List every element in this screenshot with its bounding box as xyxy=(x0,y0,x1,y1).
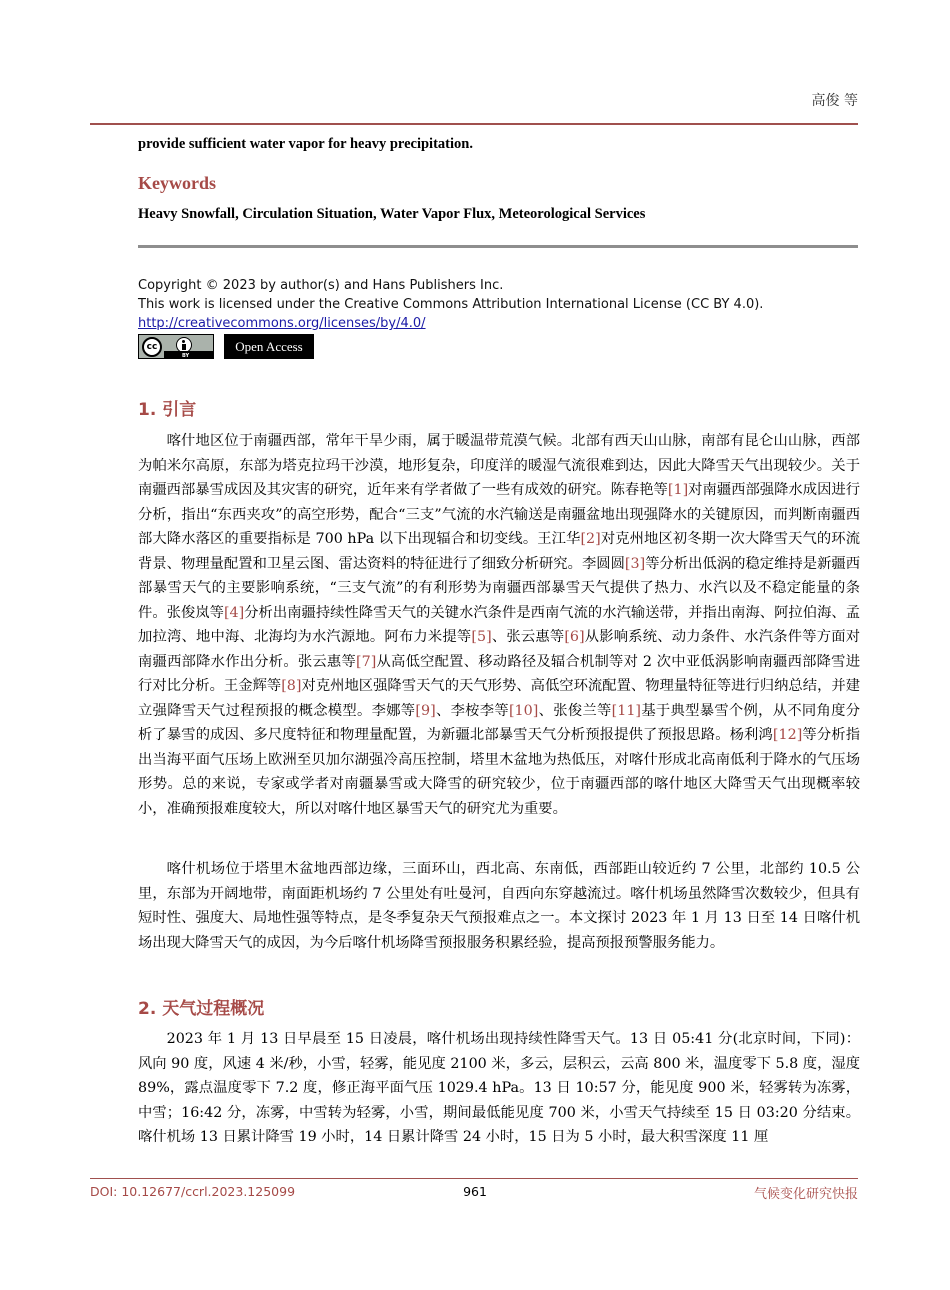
text-run: 等分析指出当海平面气压场上欧洲至贝加尔湖强冷高压控制，塔里木盆地为热低压，对喀什形成北高南低利于降水的气压场形势。总的来说，专家或学者对南疆暴雪或大降雪的研究较少，位于南疆西部的喀什地区大降雪天气出现概率较小，准确预报难度较大，所以对喀什地区暴雪天气的研究尤为重要。 xyxy=(138,727,861,817)
citation-ref[interactable]: [11] xyxy=(611,702,642,719)
journal-name: 气候变化研究快报 xyxy=(753,1187,858,1202)
text-run: 喀什地区位于南疆西部，常年干旱少雨，属于暖温带荒漠气候。北部有西天山山脉，南部有昆仑山山脉，西部为帕米尔高原，东部为塔克拉玛干沙漠，地形复杂，印度洋的暖湿气流很难到达，因此大降雪天气出现较少。关于南疆西部暴雪成因及其灾害的研究，近年来有学者做了一些有成效的研究。陈春艳等 xyxy=(138,433,860,498)
text-run: 、张俊兰等 xyxy=(538,702,612,719)
citation-ref[interactable]: [2] xyxy=(580,531,601,547)
section-separator xyxy=(138,245,858,248)
cc-by-badge[interactable] xyxy=(138,334,214,359)
text-run: 等分析出低涡的稳定维持是新疆西部暴雪天气的主要影响系统，“三支气流”的有利形势为南疆西部暴雪天气提供了热力、水汽以及不稳定能量的条件。张俊岚等 xyxy=(138,555,861,621)
section-1-title: 1. 引言 xyxy=(138,400,197,420)
citation-ref[interactable]: [12] xyxy=(772,727,803,743)
running-header-author: 高俊 等 xyxy=(811,93,858,109)
text-run: 从高低空配置、移动路径及辐合机制等对 2 次中亚低涡影响南疆西部降雪进行对比分析。王金辉等 xyxy=(138,653,861,694)
section-1-paragraph-2: 喀什机场位于塔里木盆地西部边缘，三面环山，西北高、东南低，西部距山较近约 7 公里，北部约 10.5 公里，东部为开阔地带，南面距机场约 7 公里处有吐曼河，自西向东穿越流过。喀什机场虽然降雪次数较少，但具有短时性、强度大、局地性强等特点，是冬季复杂天气预报难点之一。本文探讨 2023 年 1 月 13 日至 14 日喀什机场出现大降雪天气的成因，为今后喀什机场降雪预报服务积累经验，提高预报预警服务能力。 xyxy=(138,861,860,951)
citation-ref[interactable]: [10] xyxy=(508,702,539,719)
page-number: 961 xyxy=(463,1184,487,1199)
cc-icon: cc xyxy=(142,337,162,357)
header-rule xyxy=(90,123,858,125)
license-line: This work is licensed under the Creative Commons Attribution International License (CC BY 4.0). xyxy=(138,297,764,312)
section-1-paragraph-1 xyxy=(138,429,860,821)
text-run: 、张云惠等 xyxy=(491,629,565,645)
text-run: 对克州地区强降雪天气的天气形势、高低空环流配置、物理量特征等进行归纳总结，并建立强降雪天气过程预报的概念模型。李娜等 xyxy=(138,678,861,719)
citation-ref[interactable]: [9] xyxy=(415,702,436,719)
section-2-paragraph-1: 2023 年 1 月 13 日早晨至 15 日凌晨，喀什机场出现持续性降雪天气。13 日 05:41 分(北京时间，下同)：风向 90 度，风速 4 米/秒，小雪，轻雾，能见度 2100 米，多云，层积云，云高 800 米，温度零下 5.8 度，湿度 89%，露点温度零下 7.2 度，修正海平面气压 1029.4 hPa。13 日 10:57 分，能见度 900 米，轻雾转为冻雾，中雪；16:42 分，冻雾，中雪转为轻雾，小雪，期间最低能见度 700 米，小雪天气持续至 15 日 03:20 分结束。喀什机场 13 日累计降雪 19 小时，14 日累计降雪 24 小时，15 日为 5 小时，最大积雪深度 11 厘 xyxy=(138,1031,860,1145)
citation-ref[interactable]: [1] xyxy=(667,482,689,498)
text-run: 分析出南疆持续性降雪天气的关键水汽条件是西南气流的水汽输送带，并指出南海、阿拉伯海、孟加拉湾、地中海、北海均为水汽源地。阿布力米提等 xyxy=(138,604,861,645)
keywords-text: Heavy Snowfall, Circulation Situation, Water Vapor Flux, Meteorological Services xyxy=(138,206,646,222)
footer-rule xyxy=(90,1178,858,1179)
text-run: 对南疆西部强降水成因进行分析，指出“东西夹攻”的高空形势，配合“三支”气流的水汽输送是南疆盆地出现强降水的关键原因，而判断南疆西部大降水落区的重要指标是 700 hPa 以下出现辐合和切变线。王江华 xyxy=(138,482,861,547)
text-run: 对克州地区初冬期一次大降雪天气的环流背景、物理量配置和卫星云图、雷达资料的特征进行了细致分析研究。李圆圆 xyxy=(138,531,860,572)
text-run: 从影响系统、动力条件、水汽条件等方面对南疆西部降水作出分析。张云惠等 xyxy=(138,629,861,670)
text-run: 、李桉李等 xyxy=(435,702,509,719)
citation-ref[interactable]: [3] xyxy=(624,555,646,572)
copyright-block xyxy=(138,276,763,333)
by-label: BY xyxy=(182,353,190,359)
footer-doi: DOI: 10.12677/ccrl.2023.125099 xyxy=(90,1184,296,1199)
keywords-title: Keywords xyxy=(138,173,216,193)
citation-ref[interactable]: [6] xyxy=(564,629,585,645)
abstract-tail: provide sufficient water vapor for heavy precipitation. xyxy=(138,136,473,152)
citation-ref[interactable]: [4] xyxy=(223,604,245,621)
open-access-badge[interactable]: Open Access xyxy=(224,334,314,359)
license-link[interactable]: http://creativecommons.org/licenses/by/4.0/ xyxy=(138,316,426,331)
text-run: 基于典型暴雪个例，从不同角度分析了暴雪的成因、多尺度特征和物理量配置，为新疆北部暴雪天气分析预报提供了预报思路。杨利鸿 xyxy=(138,702,861,743)
copyright-line: Copyright © 2023 by author(s) and Hans Publishers Inc. xyxy=(138,278,504,293)
citation-ref[interactable]: [5] xyxy=(471,629,492,645)
citation-ref[interactable]: [7] xyxy=(356,653,377,670)
citation-ref[interactable]: [8] xyxy=(281,678,302,694)
section-2-title: 2. 天气过程概况 xyxy=(138,999,265,1019)
